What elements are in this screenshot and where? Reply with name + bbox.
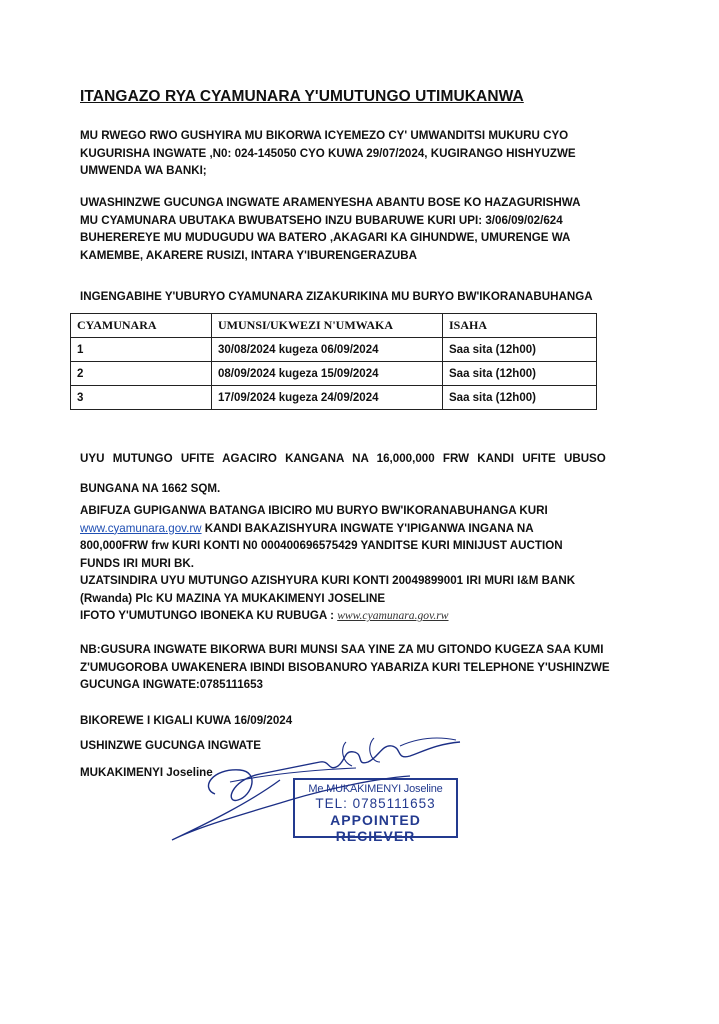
signoff-place-date-text: BIKOREWE I KIGALI KUWA 16/09/2024 — [80, 714, 293, 727]
property-value-line — [80, 450, 640, 468]
column-header-date: UMUNSI/UKWEZI N'UMWAKA — [212, 314, 443, 338]
column-header-time: ISAHA — [443, 314, 597, 338]
date-range-cell: 30/08/2024 kugeza 06/09/2024 — [212, 338, 443, 362]
announcement-line: BUHEREREYE MU MUDUGUDU WA BATERO ,AKAGARI KA GIHUNDWE, UMURENGE WA — [80, 231, 571, 244]
bidding-line: ABIFUZA GUPIGANWA BATANGA IBICIRO MU BURYO BW'IKORANABUHANGA KURI — [80, 504, 548, 517]
bidding-line-rest: KANDI BAKAZISHYURA INGWATE Y'IPIGANWA INGANA NA — [201, 521, 534, 535]
announcement-paragraph — [80, 194, 640, 264]
note-line: Z'UMUGOROBA UWAKENERA IBINDI BISOBANURO YABARIZA KURI TELEPHONE Y'USHINZWE — [80, 660, 610, 674]
table-row — [71, 338, 597, 362]
bidding-line-with-link — [80, 520, 640, 538]
intro-line: MU RWEGO RWO GUSHYIRA MU BIKORWA ICYEMEZO CY' UMWANDITSI MUKURU CYO — [80, 129, 569, 142]
announcement-line: MU CYAMUNARA UBUTAKA BWUBATSEHO INZU BUBARUWE KURI UPI: 3/06/09/02/624 — [80, 213, 563, 227]
bidding-paragraph — [80, 502, 640, 625]
document-title: ITANGAZO RYA CYAMUNARA Y'UMUTUNGO UTIMUKANWA — [80, 88, 524, 105]
bidding-line: 800,000FRW frw KURI KONTI N0 000400696575429 YANDITSE KURI MINIJUST AUCTION — [80, 539, 563, 552]
auction-number-cell: 2 — [71, 362, 212, 386]
announcement-line: KAMEMBE, AKARERE RUSIZI, INTARA Y'IBURENGERAZUBA — [80, 248, 418, 262]
photo-website-link[interactable]: www.cyamunara.gov.rw — [337, 609, 449, 622]
time-cell: Saa sita (12h00) — [443, 386, 597, 410]
stamp-role: APPOINTED RECIEVER — [330, 812, 421, 844]
auction-schedule-table — [70, 313, 597, 410]
column-header-auction: CYAMUNARA — [71, 314, 212, 338]
date-range-cell: 17/09/2024 kugeza 24/09/2024 — [212, 386, 443, 410]
bidding-line: FUNDS IRI MURI BK. — [80, 556, 195, 570]
stamp-phone: TEL: 0785111653 — [315, 796, 436, 811]
intro-line: KUGURISHA INGWATE ,N0: 024-145050 CYO KUWA 29/07/2024, KUGIRANGO HISHYUZWE — [80, 146, 576, 160]
photo-text: IFOTO Y'UMUTUNGO IBONEKA KU RUBUGA : — [80, 609, 338, 622]
cyamunara-website-link[interactable]: www.cyamunara.gov.rw — [80, 521, 202, 535]
note-line: NB:GUSURA INGWATE BIKORWA BURI MUNSI SAA YINE ZA MU GITONDO KUGEZA SAA KUMI — [80, 643, 604, 656]
schedule-heading-text: INGENGABIHE Y'UBURYO CYAMUNARA ZIZAKURIKINA MU BURYO BW'IKORANABUHANGA — [80, 290, 593, 303]
announcement-line: UWASHINZWE GUCUNGA INGWATE ARAMENYESHA ABANTU BOSE KO HAZAGURISHWA — [80, 196, 581, 209]
date-range-cell: 08/09/2024 kugeza 15/09/2024 — [212, 362, 443, 386]
intro-line: UMWENDA WA BANKI; — [80, 164, 207, 177]
time-cell: Saa sita (12h00) — [443, 362, 597, 386]
signoff-name-text: MUKAKIMENYI Joseline — [80, 766, 213, 779]
time-cell: Saa sita (12h00) — [443, 338, 597, 362]
property-value-text: UYU MUTUNGO UFITE AGACIRO KANGANA NA 16,000,000 FRW KANDI UFITE UBUSO — [80, 452, 606, 465]
property-area-text: BUNGANA NA 1662 SQM. — [80, 482, 221, 495]
auction-number-cell: 3 — [71, 386, 212, 410]
bidding-line: (Rwanda) Plc KU MAZINA YA MUKAKIMENYI JOSELINE — [80, 591, 386, 605]
note-line: GUCUNGA INGWATE:0785111653 — [80, 678, 263, 691]
note-paragraph — [80, 641, 640, 694]
table-row — [71, 386, 597, 410]
schedule-heading — [80, 288, 640, 306]
signoff-role-text: USHINZWE GUCUNGA INGWATE — [80, 739, 261, 752]
bidding-line: UZATSINDIRA UYU MUTUNGO AZISHYURA KURI KONTI 20049899001 IRI MURI I&M BANK — [80, 574, 576, 587]
stamp-name: Me MUKAKIMENYI Joseline — [308, 783, 443, 795]
photo-line — [80, 607, 640, 625]
handwritten-signature — [160, 722, 480, 852]
property-area-line — [80, 480, 640, 498]
table-header-row — [71, 314, 597, 338]
table-row — [71, 362, 597, 386]
auction-number-cell: 1 — [71, 338, 212, 362]
intro-paragraph — [80, 127, 640, 180]
